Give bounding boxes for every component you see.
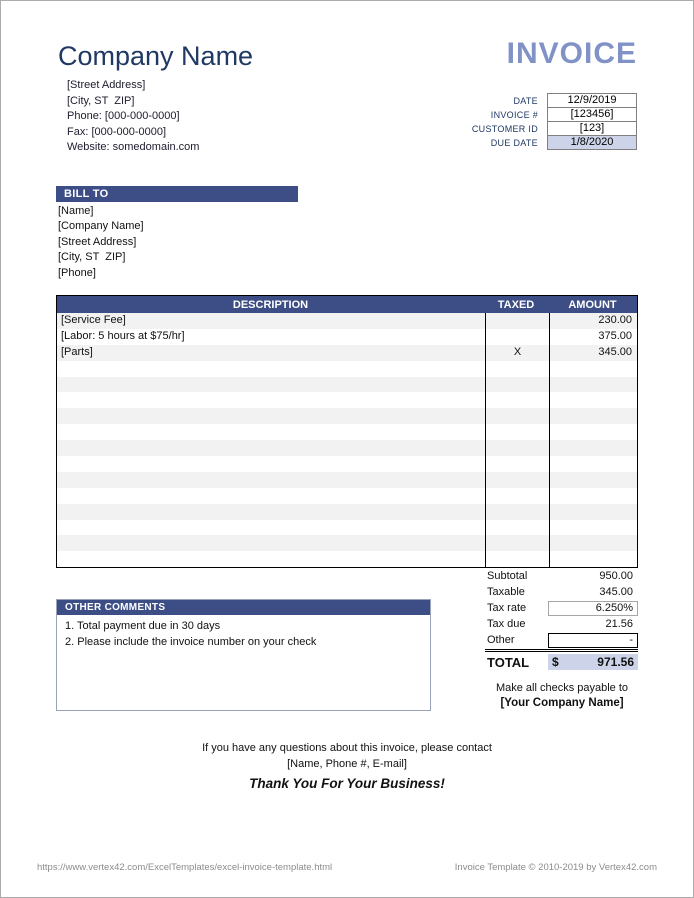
invoice-field-row <box>472 107 637 122</box>
item-amount-cell[interactable]: 345.00 <box>549 345 637 361</box>
item-amount-cell[interactable] <box>549 535 637 551</box>
item-amount-cell[interactable] <box>549 408 637 424</box>
item-taxed-cell[interactable] <box>485 329 549 345</box>
totals-value[interactable]: 21.56 <box>605 618 633 630</box>
footer-template-url[interactable]: https://www.vertex42.com/ExcelTemplates/excel-invoice-template.html <box>37 862 333 873</box>
item-amount-cell[interactable] <box>549 551 637 567</box>
currency-symbol: $ <box>552 655 559 669</box>
invoice-field-row <box>472 121 637 136</box>
totals-label: Taxable <box>487 586 525 598</box>
item-amount-cell[interactable] <box>549 392 637 408</box>
item-amount-cell[interactable] <box>549 488 637 504</box>
table-row <box>57 472 637 488</box>
contact-details: [Name, Phone #, E-mail] <box>287 758 407 770</box>
item-description-cell[interactable] <box>57 520 485 536</box>
grand-total-amount: 971.56 <box>597 655 634 669</box>
item-taxed-cell[interactable] <box>485 472 549 488</box>
item-taxed-cell[interactable] <box>485 504 549 520</box>
table-row <box>57 392 637 408</box>
invoice-field-row <box>472 135 637 150</box>
table-row <box>57 440 637 456</box>
table-row <box>57 535 637 551</box>
item-taxed-cell[interactable] <box>485 456 549 472</box>
bill-to-header: BILL TO <box>56 186 298 202</box>
payable-note <box>450 682 674 709</box>
column-header-taxed: TAXED <box>497 298 535 311</box>
line-items-table <box>56 295 638 568</box>
bill-to-section <box>56 186 298 281</box>
totals-value[interactable]: 950.00 <box>599 570 633 582</box>
invoice-field-value[interactable]: 12/9/2019 <box>547 93 637 108</box>
bill-to-line[interactable]: [Street Address] <box>58 235 137 248</box>
item-description-cell[interactable]: [Parts] <box>61 345 93 358</box>
invoice-field-label: CUSTOMER ID <box>471 123 538 134</box>
grand-total-value <box>548 654 638 670</box>
bill-to-line[interactable]: [Phone] <box>58 266 96 279</box>
item-taxed-cell[interactable] <box>485 408 549 424</box>
table-row <box>57 520 637 536</box>
company-address-line: [Street Address] <box>67 79 146 91</box>
invoice-title-block <box>507 37 637 71</box>
item-description-cell[interactable] <box>57 408 485 424</box>
item-amount-cell[interactable] <box>549 472 637 488</box>
item-description-cell[interactable] <box>57 488 485 504</box>
invoice-field-label: DUE DATE <box>490 137 538 148</box>
table-row <box>57 345 637 361</box>
item-description-cell[interactable] <box>57 377 485 393</box>
table-row <box>57 361 637 377</box>
invoice-meta <box>472 93 637 150</box>
item-amount-cell[interactable] <box>549 361 637 377</box>
totals-row <box>485 568 638 584</box>
company-header <box>58 41 253 156</box>
bill-to-line[interactable]: [Company Name] <box>58 220 144 233</box>
totals-label: Subtotal <box>487 570 528 582</box>
item-amount-cell[interactable]: 375.00 <box>549 329 637 345</box>
bill-to-line[interactable]: [Name] <box>58 205 94 217</box>
comment-line: 1. Total payment due in 30 days <box>65 620 221 632</box>
item-amount-cell[interactable] <box>549 520 637 536</box>
item-taxed-cell[interactable] <box>485 377 549 393</box>
company-address <box>67 78 253 156</box>
totals-label: Other <box>487 634 515 646</box>
thank-you-message: Thank You For Your Business! <box>249 776 445 791</box>
bill-to-lines <box>56 204 298 281</box>
item-amount-cell[interactable] <box>549 504 637 520</box>
item-description-cell[interactable] <box>57 551 485 567</box>
payable-instruction: Make all checks payable to <box>495 682 629 694</box>
grand-total-label: TOTAL <box>487 654 530 670</box>
item-description-cell[interactable] <box>57 456 485 472</box>
item-description-cell[interactable] <box>57 535 485 551</box>
item-description-cell[interactable] <box>57 472 485 488</box>
item-taxed-cell[interactable]: X <box>485 345 549 361</box>
item-description-cell[interactable]: [Service Fee] <box>61 314 126 326</box>
company-address-line: [City, ST ZIP] <box>67 94 135 107</box>
totals-row <box>485 600 638 616</box>
table-row <box>57 329 637 345</box>
contact-instruction: If you have any questions about this invoice, please contact <box>202 742 492 754</box>
totals-rows <box>485 568 638 648</box>
totals-value[interactable]: - <box>548 633 638 648</box>
item-taxed-cell[interactable] <box>485 361 549 377</box>
table-header-row <box>57 296 637 313</box>
item-taxed-cell[interactable] <box>485 488 549 504</box>
item-taxed-cell[interactable] <box>485 551 549 567</box>
comments-section <box>56 599 431 711</box>
item-amount-cell[interactable] <box>549 456 637 472</box>
company-name: Company Name <box>58 41 254 71</box>
column-header-description: DESCRIPTION <box>232 298 309 311</box>
company-address-line: Website: somedomain.com <box>67 141 200 153</box>
table-body <box>57 313 637 567</box>
item-amount-cell[interactable] <box>549 424 637 440</box>
item-taxed-cell[interactable] <box>485 392 549 408</box>
table-row <box>57 551 637 567</box>
totals-section <box>485 568 638 671</box>
invoice-field-value[interactable]: 1/8/2020 <box>547 135 637 150</box>
invoice-title: INVOICE <box>506 37 637 70</box>
invoice-field-row <box>472 93 637 108</box>
comments-header: OTHER COMMENTS <box>57 600 430 615</box>
table-row <box>57 456 637 472</box>
bill-to-line[interactable]: [City, ST ZIP] <box>58 251 126 264</box>
item-taxed-cell[interactable] <box>485 424 549 440</box>
company-address-line: Phone: [000-000-0000] <box>67 110 180 122</box>
item-description-cell[interactable] <box>57 392 485 408</box>
table-row <box>57 408 637 424</box>
comment-line: 2. Please include the invoice number on your check <box>65 636 317 648</box>
totals-value[interactable]: 345.00 <box>599 586 633 598</box>
totals-row <box>485 632 638 648</box>
invoice-field-label: INVOICE # <box>490 109 538 120</box>
table-row <box>57 488 637 504</box>
footer-copyright: Invoice Template © 2010-2019 by Vertex42.com <box>454 862 657 873</box>
item-description-cell[interactable] <box>57 504 485 520</box>
item-amount-cell[interactable] <box>549 377 637 393</box>
invoice-field-label: DATE <box>513 95 538 106</box>
table-row <box>57 377 637 393</box>
item-amount-cell[interactable]: 230.00 <box>549 313 637 329</box>
totals-label: Tax due <box>487 618 526 630</box>
totals-value[interactable]: 6.250% <box>548 601 638 616</box>
item-taxed-cell[interactable] <box>485 520 549 536</box>
grand-total-row <box>485 649 638 671</box>
comments-lines <box>57 618 430 650</box>
item-taxed-cell[interactable] <box>485 440 549 456</box>
column-header-amount: AMOUNT <box>568 298 617 311</box>
item-description-cell[interactable] <box>57 361 485 377</box>
item-taxed-cell[interactable] <box>485 535 549 551</box>
table-row <box>57 504 637 520</box>
item-description-cell[interactable] <box>57 440 485 456</box>
item-description-cell[interactable]: [Labor: 5 hours at $75/hr] <box>61 329 185 342</box>
totals-label: Tax rate <box>487 602 527 614</box>
contact-note <box>1 742 693 791</box>
table-row <box>57 424 637 440</box>
item-amount-cell[interactable] <box>549 440 637 456</box>
item-description-cell[interactable] <box>57 424 485 440</box>
invoice-field-value[interactable]: [123] <box>547 121 637 136</box>
payable-company-name: [Your Company Name] <box>500 697 624 709</box>
totals-row <box>485 584 638 600</box>
company-address-line: Fax: [000-000-0000] <box>67 125 167 138</box>
invoice-field-value[interactable]: [123456] <box>547 107 637 122</box>
item-taxed-cell[interactable] <box>485 313 549 329</box>
totals-row <box>485 616 638 632</box>
table-row <box>57 313 637 329</box>
